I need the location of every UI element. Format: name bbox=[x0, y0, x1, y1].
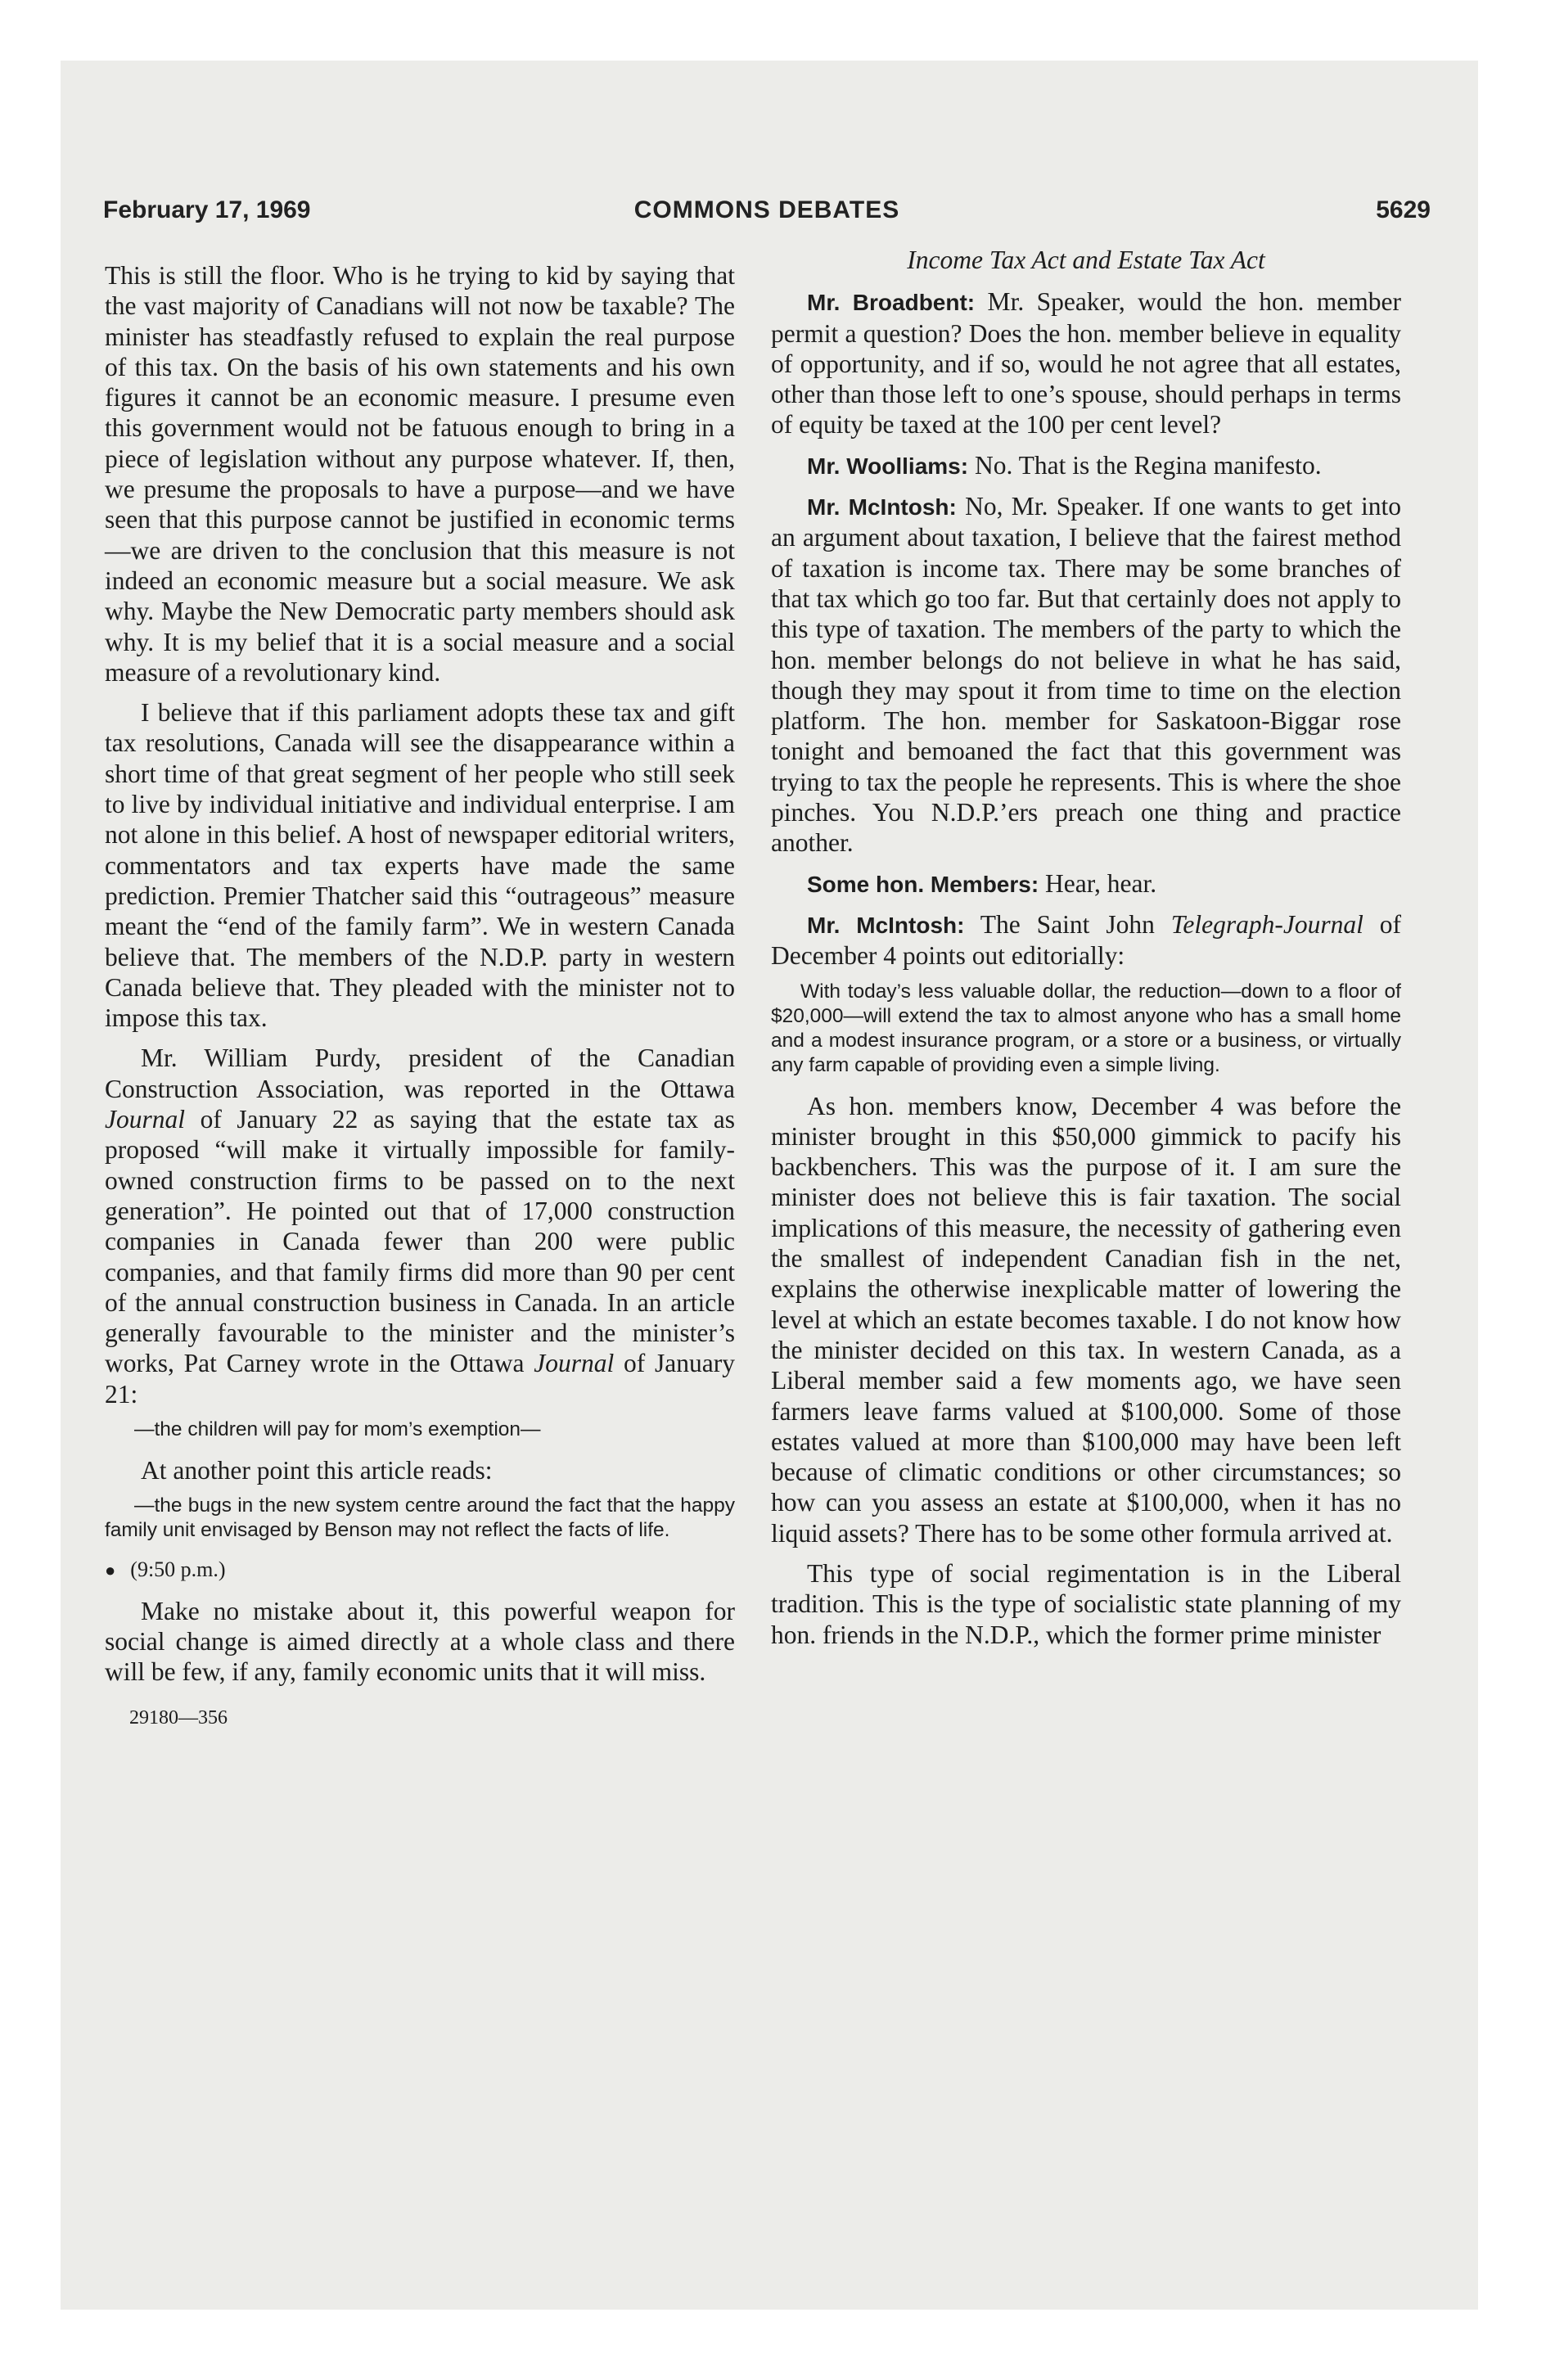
speech: Mr. McIntosh: No, Mr. Speaker. If one wants to get into an argument about taxation, I believe that the fairest method of taxation is income tax. There may be some branches of that tax which go too far. But that certainly does not apply to this type of taxation. The members of the party to which the hon. member belongs do not believe in what he has said, though they may spout it from time to time on the election platform. The hon. member for Saskatoon-Biggar rose tonight and bemoaned the fact that this government was trying to tax the people he represents. This is where the shoe pinches. You N.D.P.’ers preach one thing and practice another. bbox=[771, 492, 1401, 858]
paragraph: Make no mistake about it, this powerful weapon for social change is aimed directly at a whole class and there will be few, if any, family economic units that it will miss. bbox=[105, 1596, 735, 1687]
paragraph: As hon. members know, December 4 was before the minister brought in this $50,000 gimmick to pacify his backbenchers. This was the purpose of it. I am sure the minister does not believe this is fair taxation. The social implications of this measure, the necessity of gathering even the smallest of independent Canadian fish in the net, explains the otherwise inexplicable matter of lowering the level at which an estate becomes taxable. I do not know how the minister decided on this tax. In western Canada, as a Liberal member said a few moments ago, we have seen farmers leave farms valued at $100,000. Some of those estates valued at more than $100,000 may have been left because of climatic conditions or other circumstances; so how can you assess an estate at $100,000, when it has no liquid assets? There has to be some other formula arrived at. bbox=[771, 1091, 1401, 1548]
block-quote: —the bugs in the new system centre around the fact that the happy family unit envisaged by Benson may not reflect the facts of life. bbox=[105, 1494, 735, 1542]
header-title: COMMONS DEBATES bbox=[633, 196, 900, 223]
section-subheading: Income Tax Act and Estate Tax Act bbox=[907, 246, 1265, 274]
timestamp: ● (9:50 p.m.) bbox=[105, 1554, 735, 1585]
newspaper-title: Journal bbox=[534, 1349, 615, 1378]
speaker-name: Mr. McIntosh: bbox=[807, 912, 965, 938]
block-quote: With today’s less valuable dollar, the reduction—down to a floor of $20,000—will extend the tax to almost anyone who has a small home and a modest insurance program, or a store or a business, or virtually any farm capable of providing even a simple living. bbox=[771, 980, 1401, 1076]
speaker-name: Mr. McIntosh: bbox=[807, 494, 957, 521]
paragraph: This is still the floor. Who is he trying to kid by saying that the vast majority of Canadians will not now be taxable? The minister has steadfastly refused to explain the real purpose of this tax. On the basis of his own statements and his own figures it cannot be an economic measure. I presume even this government would not be fatuous enough to bring in a piece of legislation without any purpose whatever. If, then, we presume the proposals to have a purpose—and we have seen that this purpose cannot be justified in economic terms—we are driven to the conclusion that this measure is not indeed an economic measure but a social measure. We ask why. Maybe the New Democratic party members should ask why. It is my belief that it is a social measure and a social measure of a revolutionary kind. bbox=[105, 261, 735, 687]
speech: Some hon. Members: Hear, hear. bbox=[807, 868, 1157, 898]
bullet-icon: ● bbox=[105, 1560, 116, 1581]
speech: Mr. McIntosh: The Saint John Telegraph-Journal of December 4 points out editorially: bbox=[771, 909, 1401, 971]
document-number: 29180—356 bbox=[129, 1707, 228, 1729]
paragraph: Mr. William Purdy, president of the Canadian Construction Association, was reported in the Ottawa Journal of January 22 as saying that the estate tax as proposed “will make it virtually impossible for family-owned construction firms to be passed on to the next generation”. He pointed out that of 17,000 construction companies in Canada fewer than 200 were public companies, and that family firms did more than 90 per cent of the annual construction business in Canada. In an article generally favourable to the minister and the minister’s works, Pat Carney wrote in the Ottawa Journal of January 21: bbox=[105, 1044, 735, 1409]
left-column bbox=[105, 260, 735, 1734]
block-quote: —the children will pay for mom’s exemption— bbox=[134, 1418, 541, 1440]
speaker-name: Mr. Woolliams: bbox=[807, 453, 969, 479]
speech: Mr. Woolliams: No. That is the Regina manifesto. bbox=[807, 450, 1322, 480]
paragraph: At another point this article reads: bbox=[141, 1455, 493, 1485]
newspaper-title: Journal bbox=[105, 1105, 185, 1134]
speaker-name: Some hon. Members: bbox=[807, 871, 1039, 897]
speaker-name: Mr. Broadbent: bbox=[807, 290, 976, 316]
speech: Mr. Broadbent: Mr. Speaker, would the hon. member permit a question? Does the hon. member believe in equality of opportunity, and if so, would he not agree that all estates, other than those left to one’s spouse, should perhaps in terms of equity be taxed at the 100 per cent level? bbox=[771, 287, 1402, 439]
paragraph: I believe that if this parliament adopts these tax and gift tax resolutions, Canada will see the disappearance within a short time of that great segment of her people who still seek to live by individual initiative and individual enterprise. I am not alone in this belief. A host of newspaper editorial writers, commentators and tax experts have made the same prediction. Premier Thatcher said this “outrageous” measure meant the “end of the family farm”. We in western Canada believe that. The members of the N.D.P. party in western Canada believe that. They pleaded with the minister not to impose this tax. bbox=[105, 698, 735, 1033]
page-scan bbox=[61, 61, 1478, 2310]
right-column bbox=[771, 245, 1401, 1650]
header-date: February 17, 1969 bbox=[103, 196, 311, 223]
page-header bbox=[103, 196, 1431, 232]
newspaper-title: Telegraph-Journal bbox=[1170, 909, 1363, 939]
header-page-number: 5629 bbox=[1376, 196, 1431, 223]
paragraph: This type of social regimentation is in the Liberal tradition. This is the type of socialistic state planning of my hon. friends in the N.D.P., which the former prime minister bbox=[771, 1558, 1401, 1649]
